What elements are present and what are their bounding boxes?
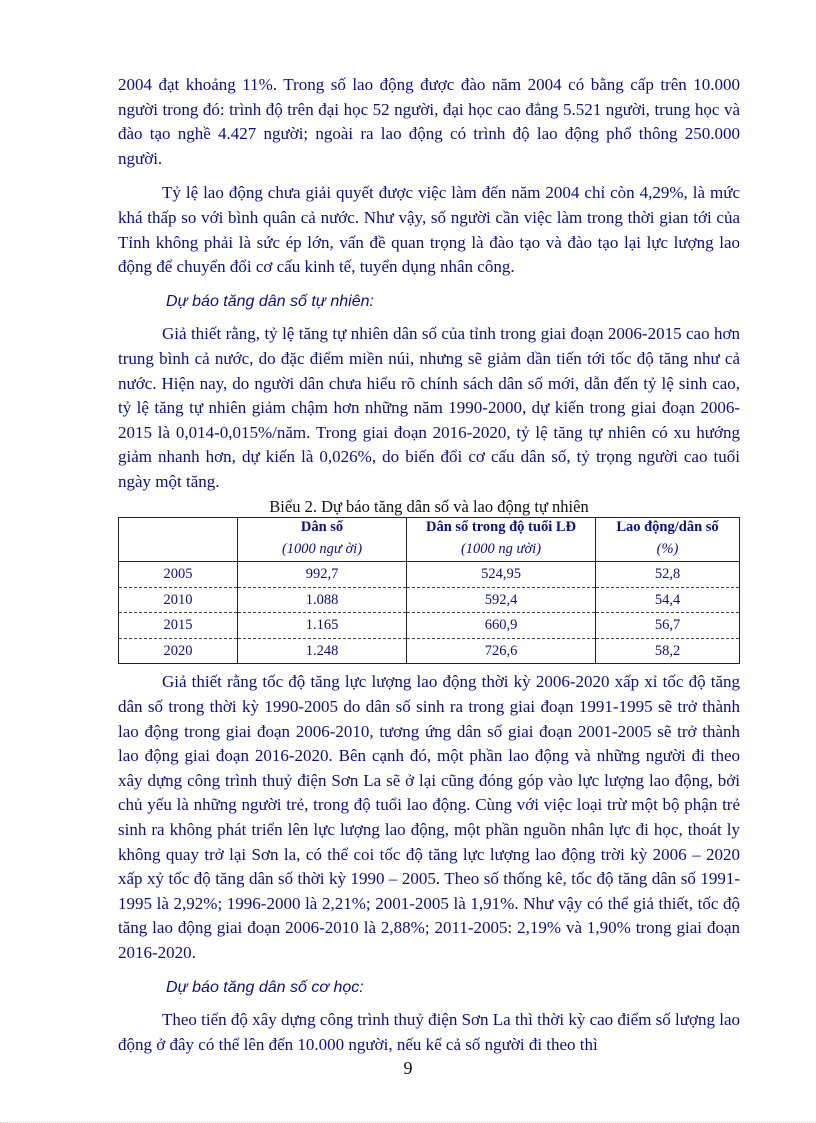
table-cell: 524,95: [407, 562, 596, 588]
paragraph-5: Theo tiến độ xây dựng công trình thuỷ điện Sơn La thì thời kỳ cao điểm số lượng lao động ở đây có thể lên đến 10.000 người, nếu kể cả số người đi theo thì: [118, 1010, 740, 1054]
table-header-row: [119, 517, 740, 537]
paragraph-3: Giả thiết rằng, tỷ lệ tăng tự nhiên dân số của tỉnh trong giai đoạn 2006-2015 cao hơn trung bình cả nước, do đặc điểm miền núi, nhưng sẽ giảm dần tiến tới tốc độ tăng như cả nước. Hiện nay, do người dân chưa hiểu rõ chính sách dân số mới, dẫn đến tỷ lệ sinh cao, tỷ lệ tăng tự nhiên giảm chậm hơn những năm 1990-2000, dự kiến trong giai đoạn 2006-2015 là 0,014-0,015%/năm. Trong giai đoạn 2016-2020, tỷ lệ tăng tự nhiên có xu hướng giảm nhanh hơn, dự kiến là 0,026%, do biến đổi cơ cấu dân số, tỷ trọng người cao tuổi ngày một tăng.: [118, 324, 740, 491]
table-row: [119, 638, 740, 664]
table-units-row: [119, 537, 740, 562]
table-unit-cell: (1000 ngư ời): [238, 537, 407, 562]
table-cell: 2010: [119, 587, 238, 613]
paragraph-4: Giả thiết rằng tốc độ tăng lực lượng lao động thời kỳ 2006-2020 xấp xỉ tốc độ tăng dân số trong thời kỳ 1990-2005 do dân số sinh ra trong giai đoạn 1991-1995 sẽ trở thành lao động trong giai đoạn 2006-2010, tương ứng dân số giai đoạn 2001-2005 sẽ trở thành lao động giai đoạn 2016-2020. Bên cạnh đó, một phần lao động và những người đi theo xây dựng công trình thuỷ điện Sơn La sẽ ở lại cũng đóng góp vào lực lượng lao động, bởi chủ yếu là những người trẻ, trong độ tuổi lao động. Cùng với việc loại trừ một bộ phận trẻ sinh ra không phát triển lên lực lượng lao động, một phần nguồn nhân lực đi học, thoát ly không quay trở lại Sơn la, có thể coi tốc độ tăng lực lượng lao động trời kỳ 2006 – 2020 xấp xỷ tốc độ tăng dân số thời kỳ 1990 – 2005. Theo số thống kê, tốc độ tăng dân số 1991-1995 là 2,92%; 1996-2000 là 2,21%; 2001-2005 là 1,91%. Như vậy có thể giả thiết, tốc độ tăng lao động giai đoạn 2006-2010 là 2,88%; 2011-2005: 2,19% và 1,90% trong giai đoạn 2016-2020.: [118, 672, 740, 962]
page-content: [118, 73, 740, 1067]
table-cell: 1.248: [238, 638, 407, 664]
table-header-cell: Dân số: [238, 517, 407, 537]
table-cell: 58,2: [596, 638, 740, 664]
page-number: 9: [403, 1058, 413, 1078]
paragraph-2: Tỷ lệ lao động chưa giải quyết được việc làm đến năm 2004 chỉ còn 4,29%, là mức khá thấp so với bình quân cả nước. Như vậy, số người cần việc làm trong thời gian tới của Tỉnh không phải là sức ép lớn, vấn đề quan trọng là đào tạo và đào tạo lại lực lượng lao động để chuyển đổi cơ cấu kinh tế, tuyển dụng nhân công.: [118, 183, 740, 277]
paragraph-1: 2004 đạt khoảng 11%. Trong số lao động được đào năm 2004 có bằng cấp trên 10.000 người trong đó: trình độ trên đại học 52 người, đại học cao đẳng 5.521 người, trung học và đào tạo nghề 4.427 người; ngoài ra lao động có trình độ lao động phổ thông 250.000 người.: [118, 75, 740, 168]
table-cell: 1.165: [238, 613, 407, 639]
table-header-cell: [119, 517, 238, 537]
table-cell: 2005: [119, 562, 238, 588]
forecast-table: [118, 517, 740, 665]
table-unit-cell: (1000 ng ười): [407, 537, 596, 562]
table-unit-cell: (%): [596, 537, 740, 562]
table-cell: 54,4: [596, 587, 740, 613]
table-header-cell: Dân số trong độ tuổi LĐ: [407, 517, 596, 537]
table-cell: 2015: [119, 613, 238, 639]
table-cell: 660,9: [407, 613, 596, 639]
section-heading-mechanical-growth: Dự báo tăng dân số cơ học:: [166, 978, 364, 996]
table-row: [119, 562, 740, 588]
table-cell: 56,7: [596, 613, 740, 639]
table-row: [119, 613, 740, 639]
table-cell: 592,4: [407, 587, 596, 613]
table-header-cell: Lao động/dân số: [596, 517, 740, 537]
table-cell: 992,7: [238, 562, 407, 588]
table-cell: 52,8: [596, 562, 740, 588]
section-heading-natural-growth: Dự báo tăng dân số tự nhiên:: [166, 292, 374, 310]
table-cell: 1.088: [238, 587, 407, 613]
table-cell: 2020: [119, 638, 238, 664]
table-unit-cell: [119, 537, 238, 562]
table-cell: 726,6: [407, 638, 596, 664]
table-caption: Biểu 2. Dự báo tăng dân số và lao động tự nhiên: [269, 496, 589, 516]
table-row: [119, 587, 740, 613]
